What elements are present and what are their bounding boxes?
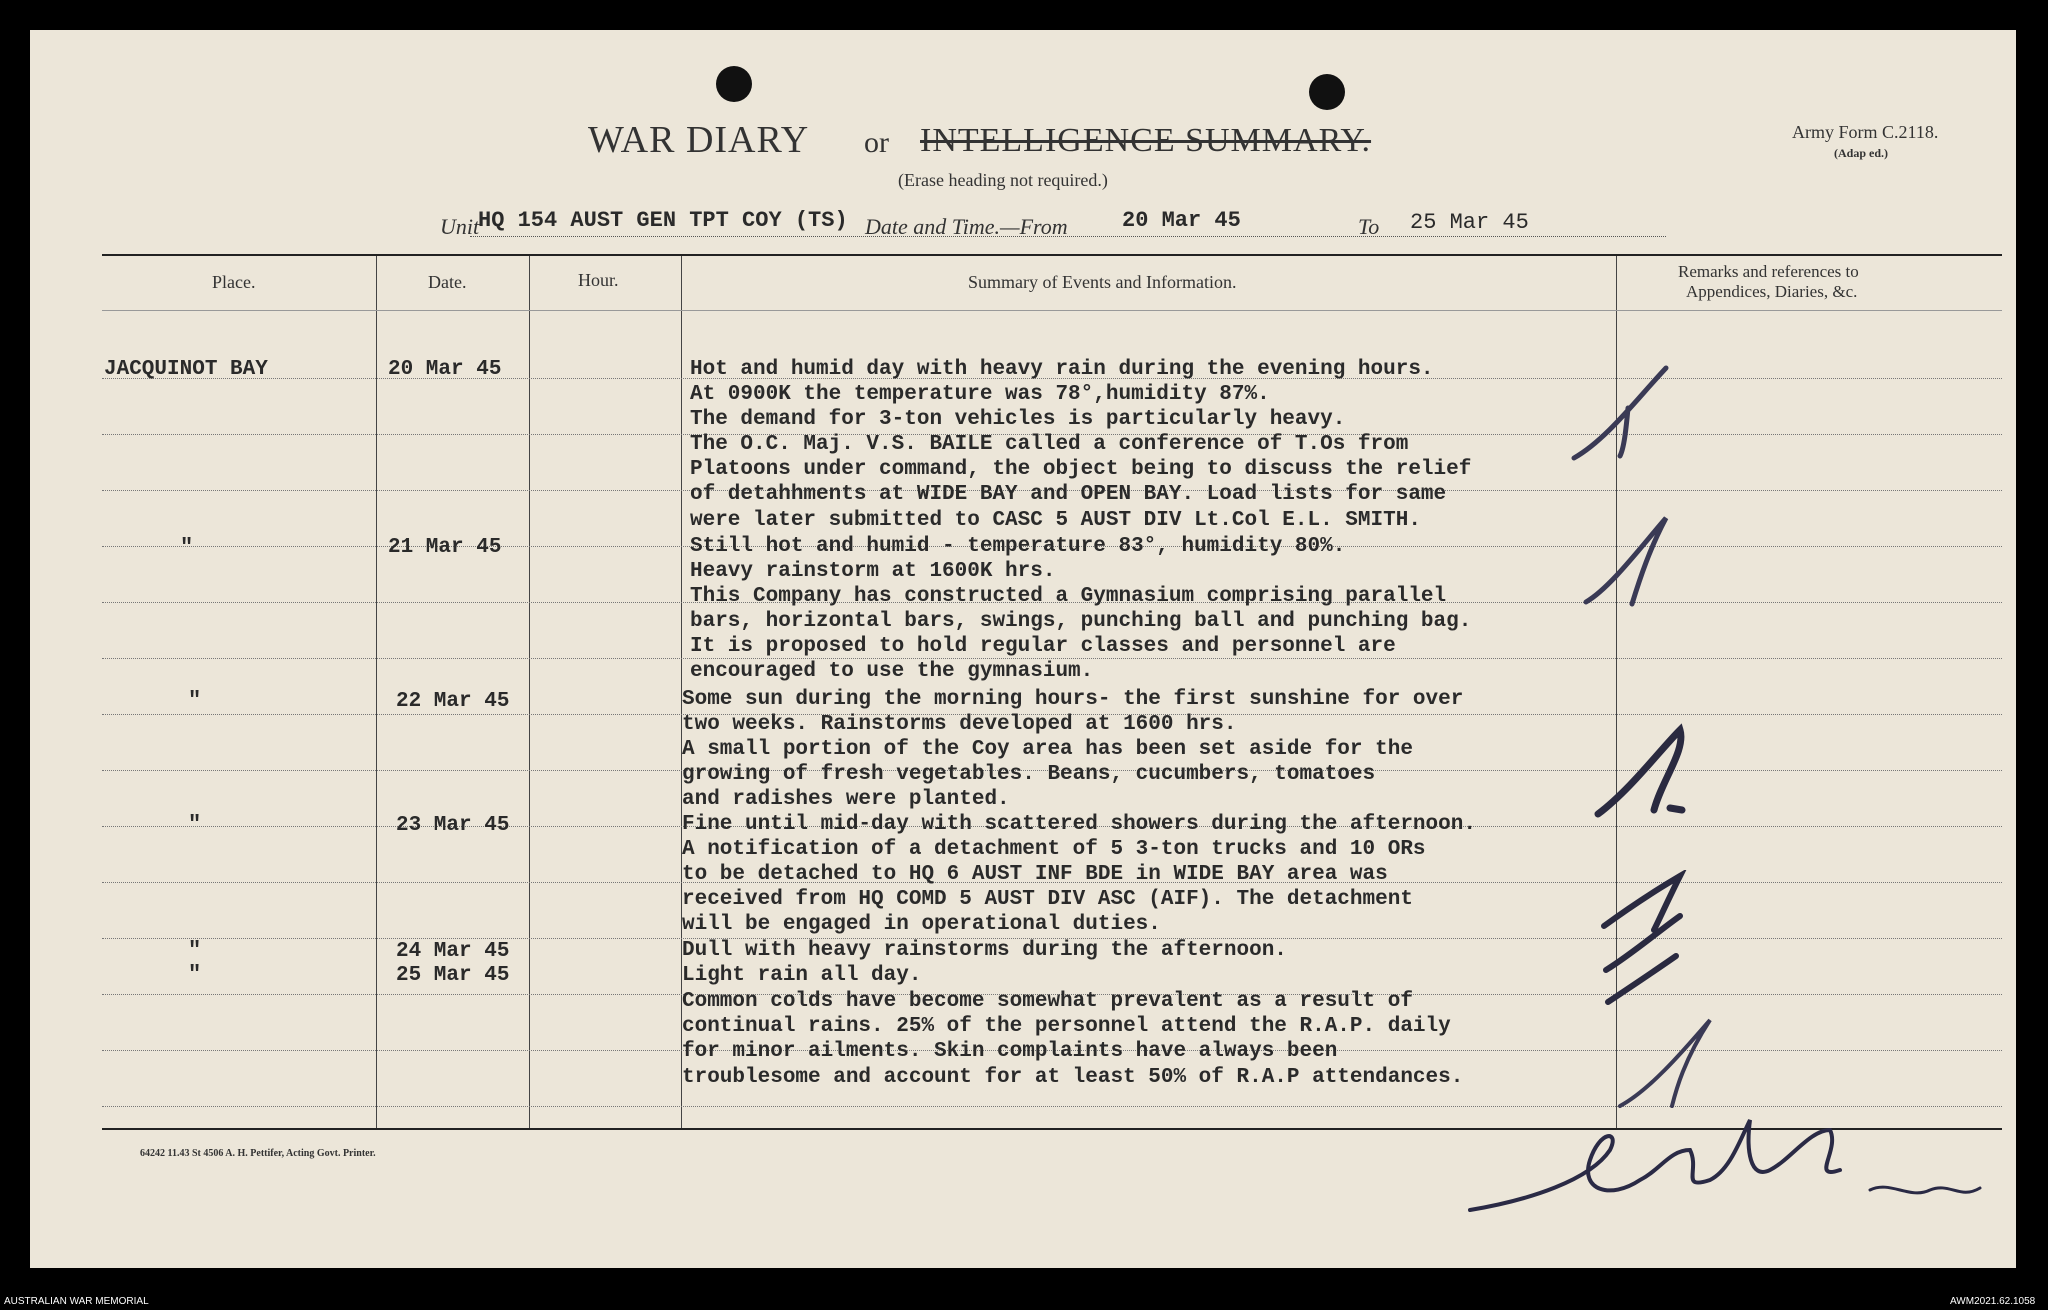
summary-line: This Company has constructed a Gymnasium comprising parallel <box>690 585 1447 608</box>
summary-line: Hot and humid day with heavy rain during the evening hours. <box>690 358 1434 381</box>
diary-page <box>30 30 2016 1268</box>
from-date: 20 Mar 45 <box>1122 208 1241 233</box>
summary-line: Still hot and humid - temperature 83°, humidity 80%. <box>690 535 1346 558</box>
header-date: Date. <box>428 272 467 292</box>
ditto-mark: " <box>188 962 202 987</box>
ditto-mark: " <box>180 535 194 560</box>
archive-reference: AWM2021.62.1058 <box>1950 1296 2036 1307</box>
title-or: or <box>864 126 889 159</box>
summary-line: It is proposed to hold regular classes and personnel are <box>690 635 1396 658</box>
summary-line: two weeks. Rainstorms developed at 1600 hrs. <box>682 713 1237 736</box>
handwritten-initial-mark <box>1566 360 1676 480</box>
ditto-mark: " <box>188 812 202 837</box>
summary-line: growing of fresh vegetables. Beans, cucumbers, tomatoes <box>682 763 1376 786</box>
header-remarks-line2: Appendices, Diaries, &c. <box>1686 282 1858 301</box>
unit-label: Unit <box>440 214 480 239</box>
summary-line: received from HQ COMD 5 AUST DIV ASC (AIF). The detachment <box>682 888 1413 911</box>
column-divider <box>376 256 377 1128</box>
summary-line: The demand for 3-ton vehicles is particularly heavy. <box>690 408 1346 431</box>
handwritten-initial-mark <box>1590 720 1700 830</box>
summary-line: Fine until mid-day with scattered showers during the afternoon. <box>682 813 1476 836</box>
archive-credit: AUSTRALIAN WAR MEMORIAL <box>4 1296 149 1307</box>
archive-footer-bar <box>0 1296 2048 1310</box>
date-entry: 24 Mar 45 <box>396 940 510 963</box>
to-date: 25 Mar 45 <box>1410 210 1529 235</box>
handwritten-initial-mark <box>1580 508 1680 618</box>
ditto-mark: " <box>188 938 202 963</box>
printer-imprint: 64242 11.43 St 4506 A. H. Pettifer, Acting Govt. Printer. <box>140 1148 376 1159</box>
date-entry: 22 Mar 45 <box>396 690 510 713</box>
ditto-mark: " <box>188 688 202 713</box>
handwritten-signature <box>1450 1090 2010 1240</box>
to-label: To <box>1358 214 1380 239</box>
date-time-label: Date and Time.—From <box>865 214 1068 239</box>
erase-note: (Erase heading not required.) <box>898 170 1108 190</box>
summary-line: Light rain all day. <box>682 964 922 987</box>
header-rule <box>102 310 2002 311</box>
summary-line: troublesome and account for at least 50% of R.A.P attendances. <box>682 1066 1464 1089</box>
ruled-line <box>102 658 2002 659</box>
summary-line: were later submitted to CASC 5 AUST DIV Lt.Col E.L. SMITH. <box>690 509 1421 532</box>
summary-line: to be detached to HQ 6 AUST INF BDE in WIDE BAY area was <box>682 863 1388 886</box>
summary-line: continual rains. 25% of the personnel attend the R.A.P. daily <box>682 1015 1451 1038</box>
column-divider <box>529 256 530 1128</box>
summary-line: Common colds have become somewhat prevalent as a result of <box>682 990 1413 1013</box>
date-entry: 25 Mar 45 <box>396 964 510 987</box>
table-top-rule <box>102 254 2002 256</box>
summary-line: for minor ailments. Skin complaints have always been <box>682 1040 1338 1063</box>
date-entry: 21 Mar 45 <box>388 536 502 559</box>
summary-line: Dull with heavy rainstorms during the afternoon. <box>682 939 1287 962</box>
adap-note: (Adap ed.) <box>1834 146 1889 160</box>
summary-line: Some sun during the morning hours- the first sunshine for over <box>682 688 1464 711</box>
summary-line: Platoons under command, the object being to discuss the relief <box>690 458 1472 481</box>
summary-line: of detahhments at WIDE BAY and OPEN BAY. Load lists for same <box>690 483 1447 506</box>
punch-hole <box>716 66 752 102</box>
header-place: Place. <box>212 272 256 292</box>
summary-line: At 0900K the temperature was 78°,humidity 87%. <box>690 383 1270 406</box>
summary-line: The O.C. Maj. V.S. BAILE called a conference of T.Os from <box>690 433 1409 456</box>
handwritten-initial-mark <box>1596 870 1696 1010</box>
header-remarks-line1: Remarks and references to <box>1678 262 1859 281</box>
title-intelligence-summary-struck: INTELLIGENCE SUMMARY. <box>920 122 1372 159</box>
punch-hole <box>1309 74 1345 110</box>
unit-underline <box>470 236 1666 237</box>
summary-line: A notification of a detachment of 5 3-ton trucks and 10 ORs <box>682 838 1426 861</box>
unit-value: HQ 154 AUST GEN TPT COY (TS) <box>478 208 848 233</box>
summary-line: will be engaged in operational duties. <box>682 913 1161 936</box>
summary-line: and radishes were planted. <box>682 788 1010 811</box>
header-summary: Summary of Events and Information. <box>968 272 1237 292</box>
date-entry: 23 Mar 45 <box>396 814 510 837</box>
summary-line: A small portion of the Coy area has been set aside for the <box>682 738 1413 761</box>
date-entry: 20 Mar 45 <box>388 358 502 381</box>
header-hour: Hour. <box>578 270 619 290</box>
place-entry: JACQUINOT BAY <box>104 358 268 381</box>
army-form-number: Army Form C.2118. <box>1792 122 1939 142</box>
summary-line: encouraged to use the gymnasium. <box>690 660 1094 683</box>
summary-line: bars, horizontal bars, swings, punching ball and punching bag. <box>690 610 1472 633</box>
title-war-diary: WAR DIARY <box>588 119 810 161</box>
summary-line: Heavy rainstorm at 1600K hrs. <box>690 560 1056 583</box>
